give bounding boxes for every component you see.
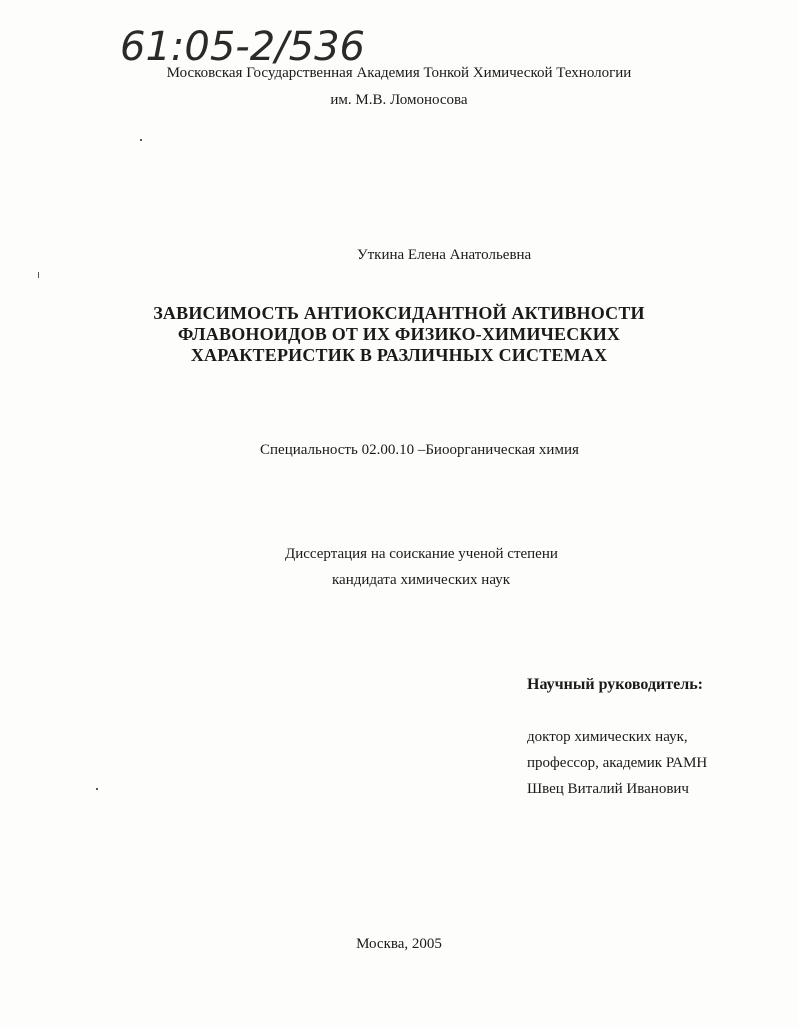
scan-speck	[38, 272, 39, 278]
author-name: Уткина Елена Анатольевна	[357, 247, 532, 263]
degree-line2: кандидата химических наук	[332, 572, 511, 588]
supervisor-line3: Швец Виталий Иванович	[527, 781, 689, 797]
handwritten-number-svg	[118, 18, 388, 68]
supervisor-heading: Научный руководитель:	[527, 676, 703, 693]
title-line3: ХАРАКТЕРИСТИК В РАЗЛИЧНЫХ СИСТЕМАХ	[190, 345, 608, 365]
catalog-number-text: 61:05-2/536	[120, 24, 365, 68]
institution-line2: им. М.В. Ломоносова	[330, 92, 468, 108]
supervisor-line2: профессор, академик РАМН	[527, 755, 708, 771]
institution-line1: Московская Государственная Академия Тонкой Химической Технологии	[166, 65, 632, 81]
title-line2: ФЛАВОНОИДОВ ОТ ИХ ФИЗИКО-ХИМИЧЕСКИХ	[177, 324, 621, 344]
scan-speck	[140, 139, 142, 141]
handwritten-catalog-number	[118, 18, 388, 68]
title-line1: ЗАВИСИМОСТЬ АНТИОКСИДАНТНОЙ АКТИВНОСТИ	[153, 303, 645, 323]
specialty: Специальность 02.00.10 –Биоорганическая химия	[260, 442, 579, 458]
place-year: Москва, 2005	[356, 936, 442, 952]
degree-line1: Диссертация на соискание ученой степени	[285, 546, 558, 562]
scan-speck	[96, 788, 98, 790]
supervisor-line1: доктор химических наук,	[527, 729, 688, 745]
